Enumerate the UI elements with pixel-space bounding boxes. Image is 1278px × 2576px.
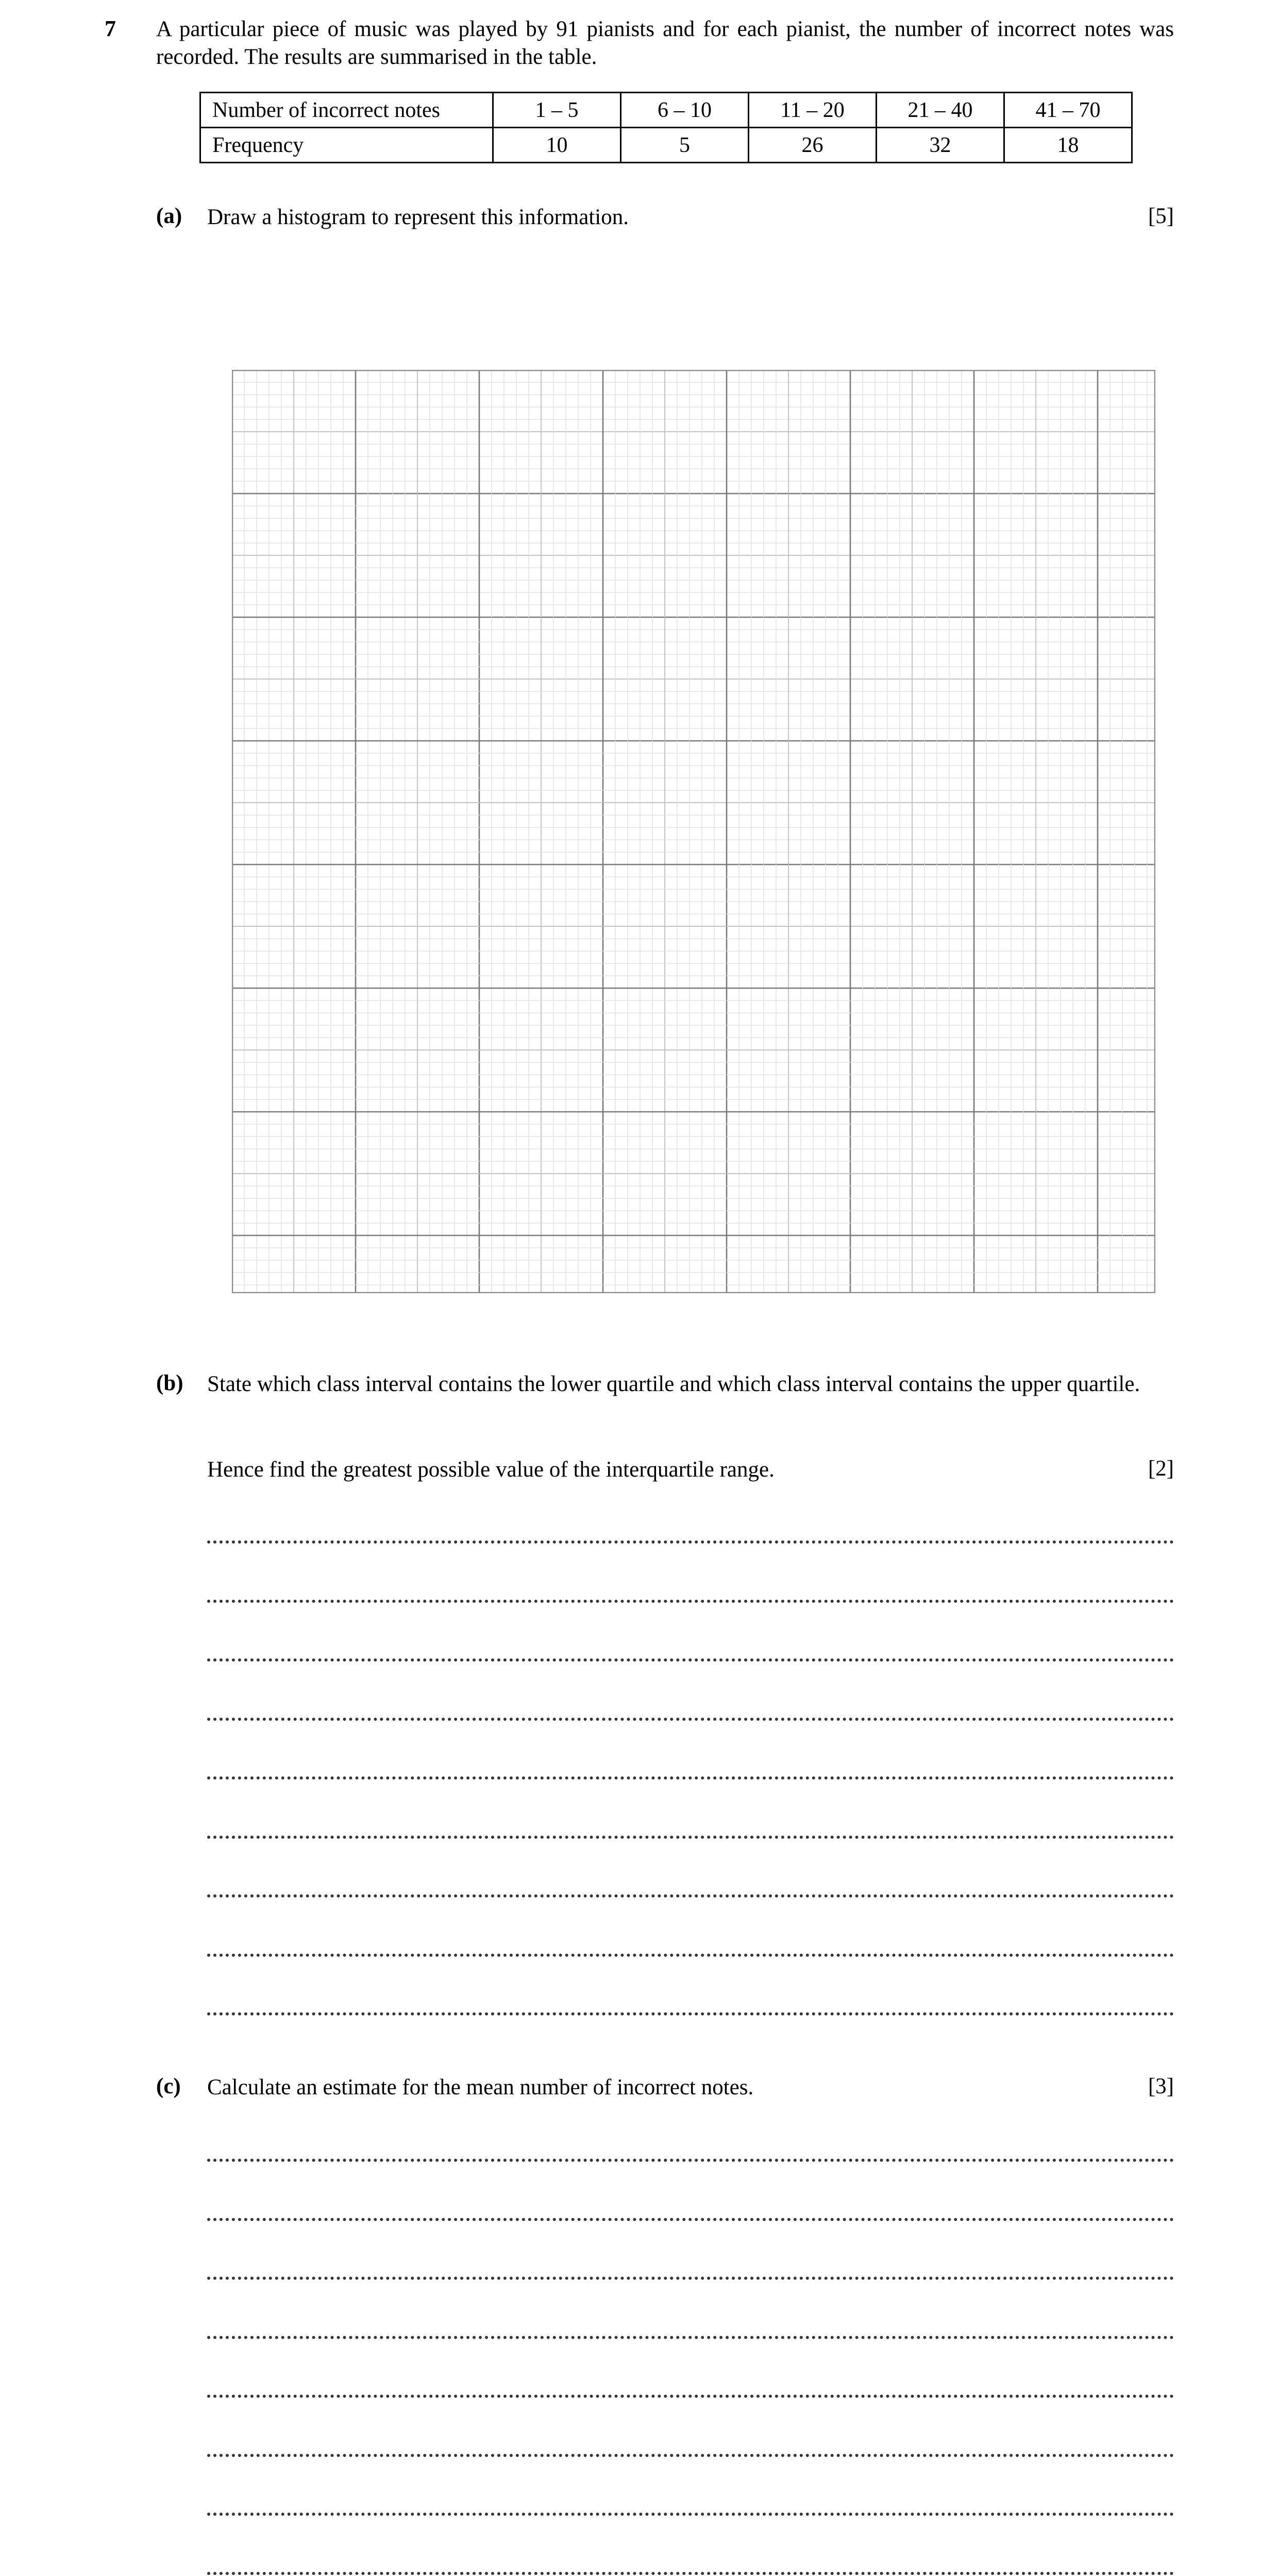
part-b-text-2: Hence find the greatest possible value of the interquartile range. — [207, 1458, 775, 1482]
answer-line[interactable] — [207, 2218, 1174, 2221]
frequency-label: Frequency — [200, 128, 493, 163]
answer-line[interactable] — [207, 2336, 1174, 2339]
answer-line[interactable] — [207, 1658, 1174, 1662]
frequency-cell: 26 — [749, 128, 877, 163]
frequency-table — [199, 92, 1133, 163]
part-b-text: State which class interval contains the lower quartile and which class interval contains the upper quartile. — [207, 1372, 1140, 1396]
interval-cell: 11 – 20 — [749, 93, 877, 128]
answer-line[interactable] — [207, 2395, 1174, 2398]
answer-line[interactable] — [207, 1894, 1174, 1897]
answer-line[interactable] — [207, 2454, 1174, 2457]
interval-cell: 1 – 5 — [493, 93, 621, 128]
answer-line[interactable] — [207, 1836, 1174, 1839]
graph-paper-grid[interactable] — [232, 370, 1155, 1293]
table-row — [200, 93, 1132, 128]
grid-border — [232, 370, 1155, 1293]
part-a-letter: (a) — [156, 204, 182, 228]
frequency-cell: 18 — [1004, 128, 1132, 163]
question-number: 7 — [105, 16, 116, 41]
part-a-text: Draw a histogram to represent this information. — [207, 205, 629, 229]
question-intro: A particular piece of music was played by 91 pianists and for each pianist, the number of incorrect notes was recorded. The results are summarised in the table. — [156, 17, 1174, 69]
answer-line[interactable] — [207, 1718, 1174, 1721]
interval-cell: 6 – 10 — [621, 93, 749, 128]
answer-line[interactable] — [207, 1954, 1174, 1957]
frequency-cell: 32 — [877, 128, 1004, 163]
table-row — [200, 128, 1132, 163]
table-header-label: Number of incorrect notes — [200, 93, 493, 128]
part-b-letter: (b) — [156, 1371, 183, 1395]
part-b-marks: [2] — [1148, 1456, 1174, 1481]
interval-cell: 21 – 40 — [877, 93, 1004, 128]
part-c-letter: (c) — [156, 2074, 181, 2098]
frequency-cell: 10 — [493, 128, 621, 163]
answer-line[interactable] — [207, 2159, 1174, 2162]
frequency-cell: 5 — [621, 128, 749, 163]
answer-line[interactable] — [207, 1540, 1174, 1544]
answer-line[interactable] — [207, 2277, 1174, 2280]
answer-line[interactable] — [207, 1600, 1174, 1603]
part-c-marks: [3] — [1148, 2074, 1174, 2098]
part-a-marks: [5] — [1148, 204, 1174, 228]
part-c-text: Calculate an estimate for the mean number of incorrect notes. — [207, 2075, 754, 2099]
answer-line[interactable] — [207, 2513, 1174, 2516]
answer-line[interactable] — [207, 1776, 1174, 1780]
interval-cell: 41 – 70 — [1004, 93, 1132, 128]
answer-line[interactable] — [207, 2572, 1174, 2575]
answer-line[interactable] — [207, 2012, 1174, 2015]
